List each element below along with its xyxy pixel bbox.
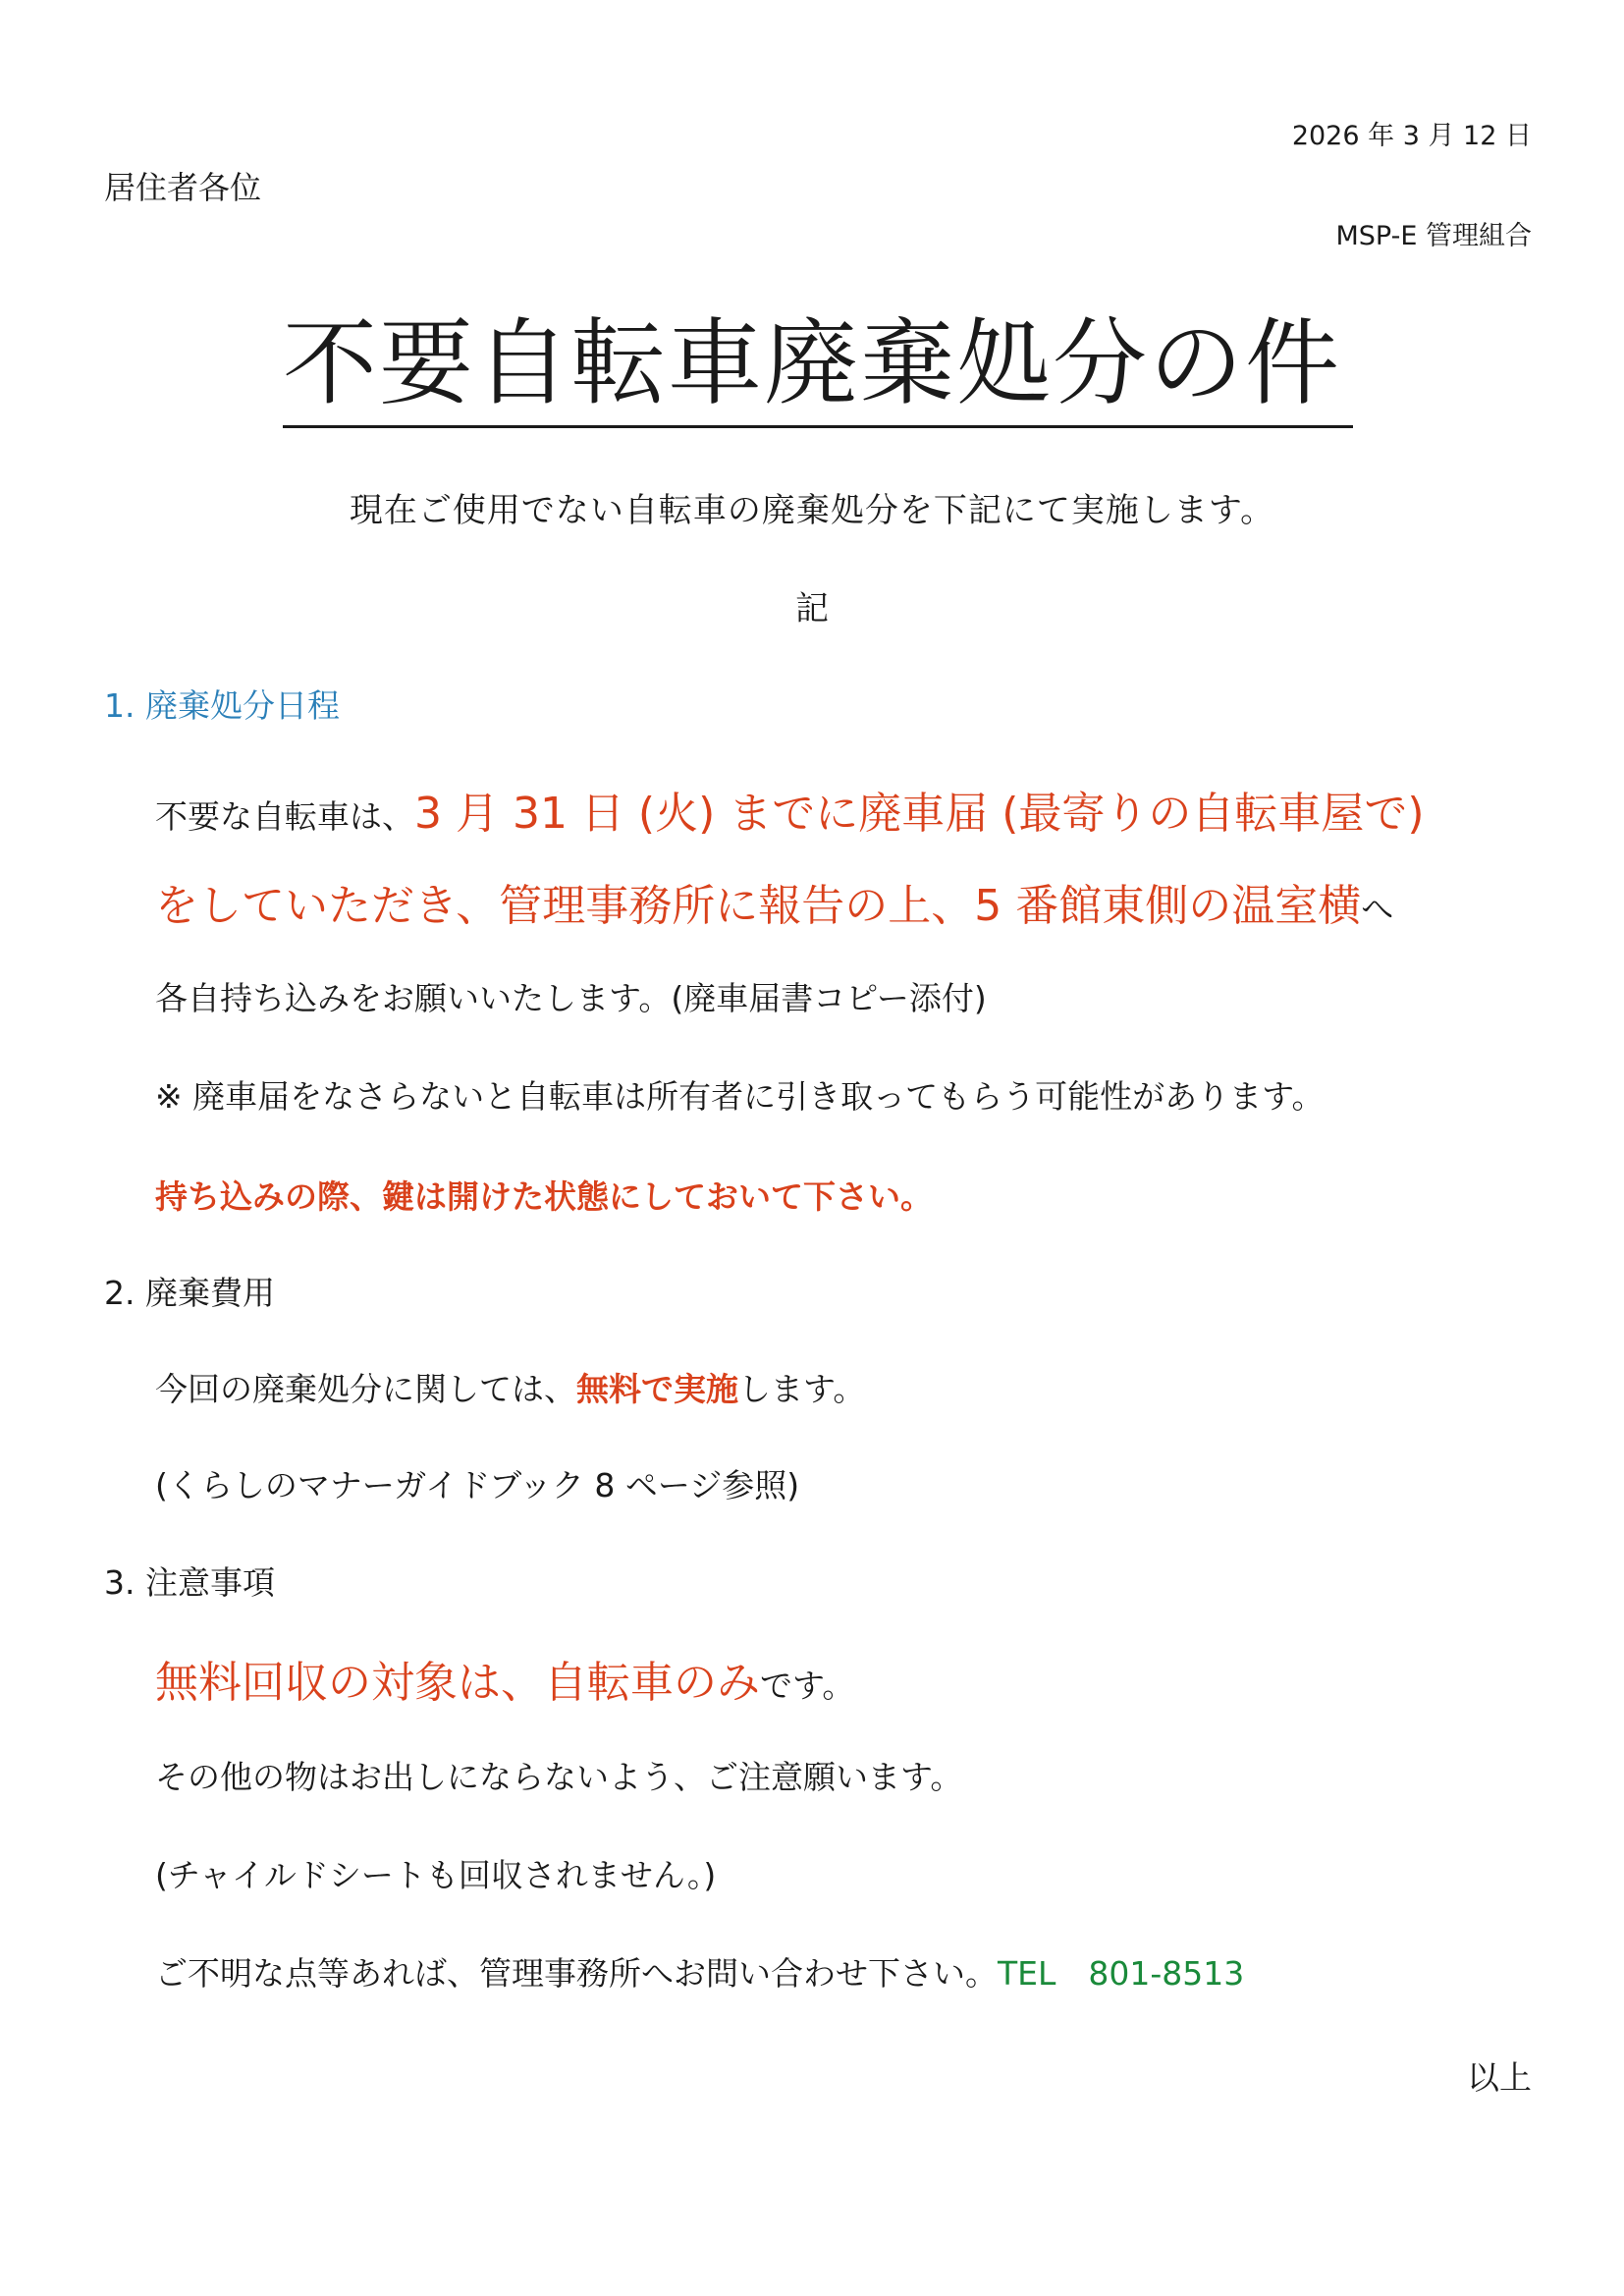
section3-bicycles-only: 無料回収の対象は、自転車のみ: [155, 1658, 760, 1708]
section1-line3: 各自持ち込みをお願いいたします。(廃車届書コピー添付): [155, 979, 987, 1017]
contact-phone: TEL 801-8513: [998, 1954, 1245, 1993]
section1-line1-lead: 不要な自転車は、: [155, 797, 414, 836]
section1-note: ※ 廃車届をなさらないと自転車は所有者に引き取ってもらう可能性があります。: [155, 1077, 1325, 1116]
section1-dropoff-location: をしていただき、管理事務所に報告の上、5 番館東側の温室横: [155, 881, 1362, 931]
document-date: 2026 年 3 月 12 日: [1291, 121, 1532, 151]
section3-line3: (チャイルドシートも回収されません。): [155, 1856, 717, 1894]
section2-heading: 2. 廃棄費用: [104, 1274, 275, 1312]
section3-heading: 3. 注意事項: [104, 1563, 275, 1602]
addressee: 居住者各位: [104, 169, 262, 206]
section3-line1: [155, 1647, 854, 1710]
title-underline: [283, 425, 1353, 428]
section1-heading: 1. 廃棄処分日程: [104, 686, 340, 725]
section2-line1-lead: 今回の廃棄処分に関しては、: [155, 1370, 576, 1408]
section2-free-emphasis: 無料で実施: [576, 1370, 738, 1408]
section1-line1: [155, 778, 1425, 841]
section3-contact: [155, 1948, 1244, 1995]
section3-line1-tail: です。: [760, 1667, 855, 1705]
section2-line1: [155, 1364, 865, 1410]
sender: MSP-E 管理組合: [1335, 221, 1532, 251]
section1-line2-tail: へ: [1361, 890, 1394, 928]
section2-reference: (くらしのマナーガイドブック 8 ページ参照): [155, 1466, 800, 1504]
section3-contact-text: ご不明な点等あれば、管理事務所へお問い合わせ下さい。: [155, 1954, 998, 1993]
section1-line2: [155, 870, 1393, 933]
section1-lock-warning: 持ち込みの際、鍵は開けた状態にしておいて下さい。: [155, 1177, 933, 1216]
ki-marker: 記: [795, 589, 829, 629]
intro-text: 現在ご使用でない自転車の廃棄処分を下記にて実施します。: [349, 491, 1275, 530]
document-title: 不要自転車廃棄処分の件: [283, 308, 1341, 418]
section1-deadline: 3 月 31 日 (火) までに廃車届 (最寄りの自転車屋で): [414, 789, 1425, 839]
section3-line2: その他の物はお出しにならないよう、ご注意願います。: [155, 1758, 963, 1796]
closing-mark: 以上: [1467, 2058, 1532, 2097]
section2-line1-tail: します。: [738, 1370, 866, 1408]
